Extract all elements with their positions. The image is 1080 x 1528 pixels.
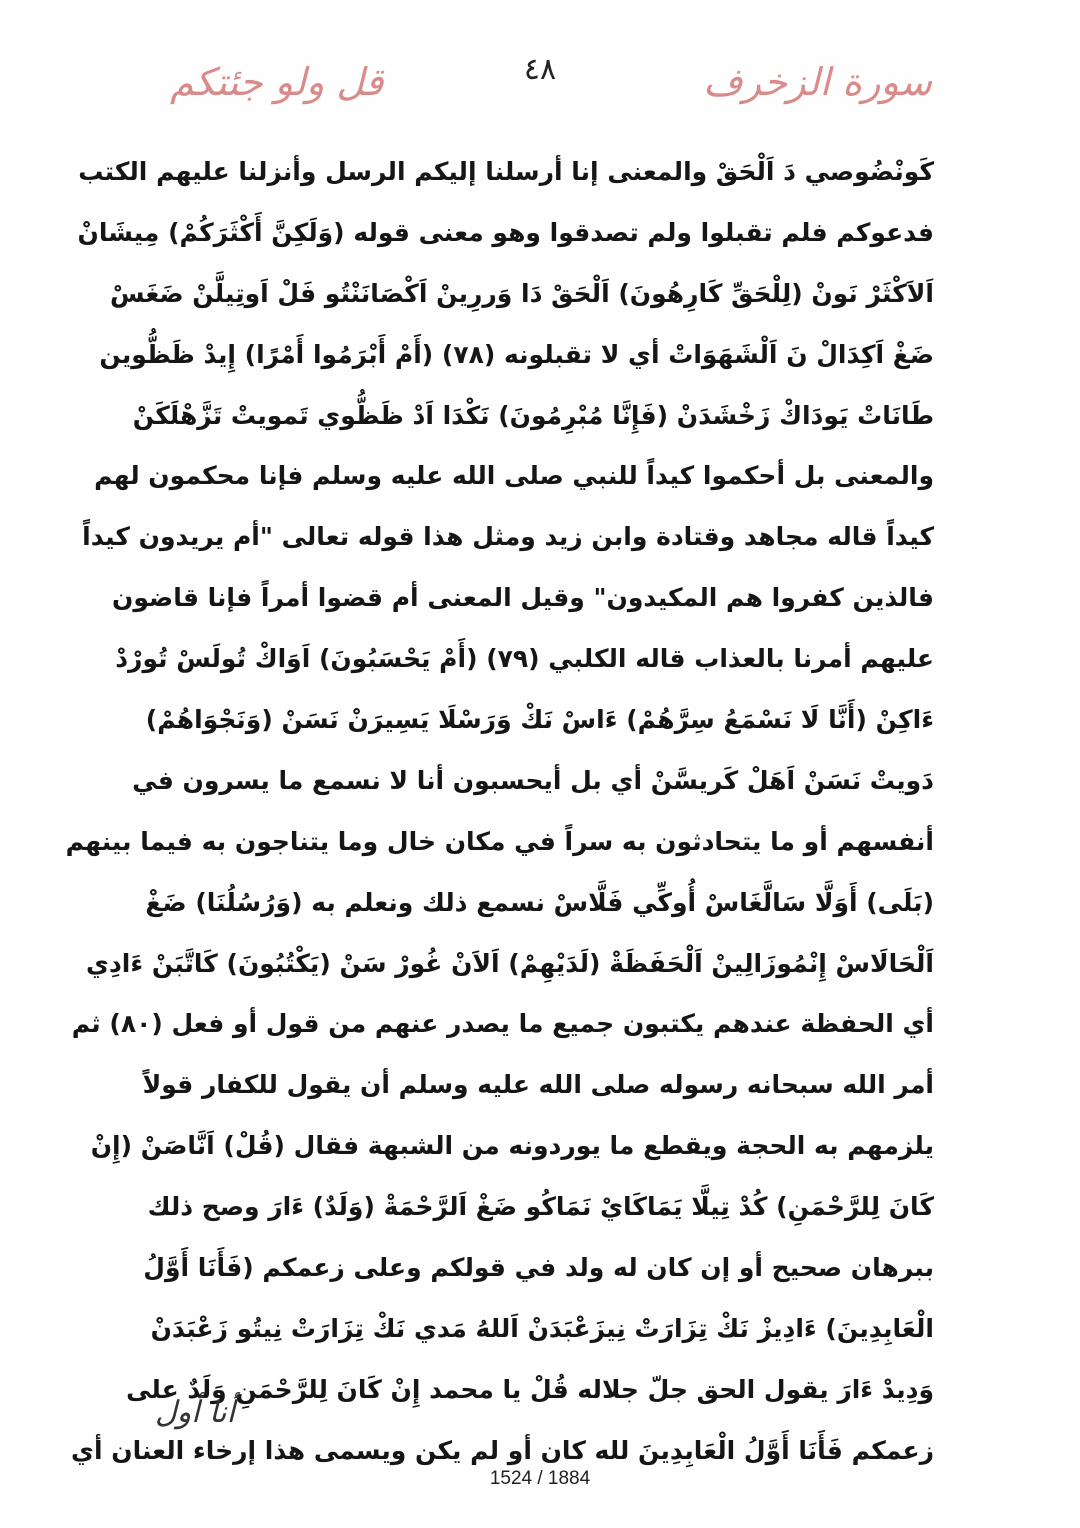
catchword: أنا أول (155, 1395, 235, 1430)
text-line: زعمكم فَأَنَا أَوَّلُ الْعَابِدِينَ لله كان أو لم يكن ويسمى هذا إرخاء العنان أي (71, 1435, 934, 1465)
text-line: فدعوكم فلم تقبلوا ولم تصدقوا وهو معنى قوله (وَلَكِنَّ أَكْثَرَكُمْ) مِيشَانْ (77, 217, 934, 247)
handwritten-surah-title: سورة الزخرف (703, 60, 932, 104)
text-line: والمعنى بل أحكموا كيداً للنبي صلى الله عليه وسلم فإنا محكمون لهم (94, 461, 934, 491)
text-line: (بَلَى) أَوَلَّا سَالَّغَاسْ أُوكِّي فَلَّاسْ نسمع ذلك ونعلم به (وَرُسُلُنَا) ضَغْ (145, 887, 934, 917)
text-line: يلزمهم به الحجة ويقطع ما يوردونه من الشبهة فقال (قُلْ) اَنَّاصَنْ (إِنْ (90, 1131, 934, 1161)
text-line: فالذين كفروا هم المكيدون" وقيل المعنى أم قضوا أمراً فإنا قاضون (112, 583, 934, 613)
text-line: طَانَاتْ يَودَاكْ زَخْشَدَنْ (فَإِنَّا مُبْرِمُونَ) نَكْدَا اَدْ ظَظُّوي تَمويتْ تَزَّهْلَكَنْ (132, 400, 934, 430)
text-line: أمر الله سبحانه رسوله صلى الله عليه وسلم أن يقول للكفار قولاً (142, 1070, 934, 1100)
text-line: الْعَابِدِينَ) ءَادِيزْ نَكْ تِزَارَتْ نِيزَعْبَدَنْ اَللهُ مَدي نَكْ تِزَارَتْ نِيتُو زَعْبَدَنْ (150, 1313, 934, 1343)
main-text-block (65, 142, 934, 1482)
text-line: كيداً قاله مجاهد وقتادة وابن زيد ومثل هذا قوله تعالى "أم يريدون كيداً (82, 522, 934, 552)
text-line: وَدِيدْ ءَارَ يقول الحق جلّ جلاله قُلْ يا محمد إِنْ كَانَ لِلرَّحْمَنِ وَلَدٌ على (126, 1374, 934, 1404)
page-counter: 1524 / 1884 (489, 1468, 591, 1489)
text-line: أنفسهم أو ما يتحادثون به سراً في مكان خال وما يتناجون به فيما بينهم (65, 826, 934, 856)
text-line: دَويتْ نَسَنْ اَهَلْ كَريسَّنْ أي بل أيحسبون أنا لا نسمع ما يسرون في (132, 765, 934, 795)
text-line: كَانَ لِلرَّحْمَنِ) كُدْ تِيلَّا يَمَاكَايْ نَمَاكُو ضَغْ اَلرَّحْمَةْ (وَلَدٌ) ءَارَ وصح ذلك (147, 1192, 934, 1222)
text-line: ببرهان صحيح أو إن كان له ولد في قولكم وعلى زعمكم (فَأَنَا أَوَّلُ (143, 1253, 934, 1283)
text-line: ضَغْ اَكِدَالْ نَ اَلْشَهَوَاتْ أي لا تقبلونه (٧٨) (أَمْ أَبْرَمُوا أَمْرًا) إِيدْ ظَظُّوين (99, 339, 934, 369)
handwritten-note-left: قل ولو جئتكم (170, 60, 384, 104)
text-line: اَلْحَالَاسْ إِنْمُوزَالِينْ اَلْحَفَظَةْ (لَدَيْهِمْ) اَلاَنْ غُورْ سَنْ (يَكْتُبُونَ) كَاتَّبَنْ ءَادِي (86, 948, 934, 978)
page-number: ٤٨ (523, 52, 557, 87)
text-line: اَلاَكْثَرْ نَونْ (لِلْحَقِّ كَارِهُونَ) اَلْحَقْ دَا وَررِينْ اَكْصَانَنْتُو فَلْ اَوتِيلَّنْ ضَغَسْ (110, 278, 934, 308)
text-line: ءَاكِنْ (أَنَّا لَا نَسْمَعُ سِرَّهُمْ) ءَاسْ نَكْ وَرَسْلَا يَسِيرَنْ نَسَنْ (وَنَجْوَاهُمْ) (145, 705, 934, 735)
text-line: عليهم أمرنا بالعذاب قاله الكلبي (٧٩) (أَمْ يَحْسَبُونَ) اَوَاكْ تُولَسْ تُورْدْ (115, 644, 934, 674)
text-line: كَونْضُوصي دَ اَلْحَقْ والمعنى إنا أرسلنا إليكم الرسل وأنزلنا عليهم الكتب (78, 157, 934, 186)
text-line: أي الحفظة عندهم يكتبون جميع ما يصدر عنهم من قول أو فعل (٨٠) ثم (71, 1009, 934, 1039)
